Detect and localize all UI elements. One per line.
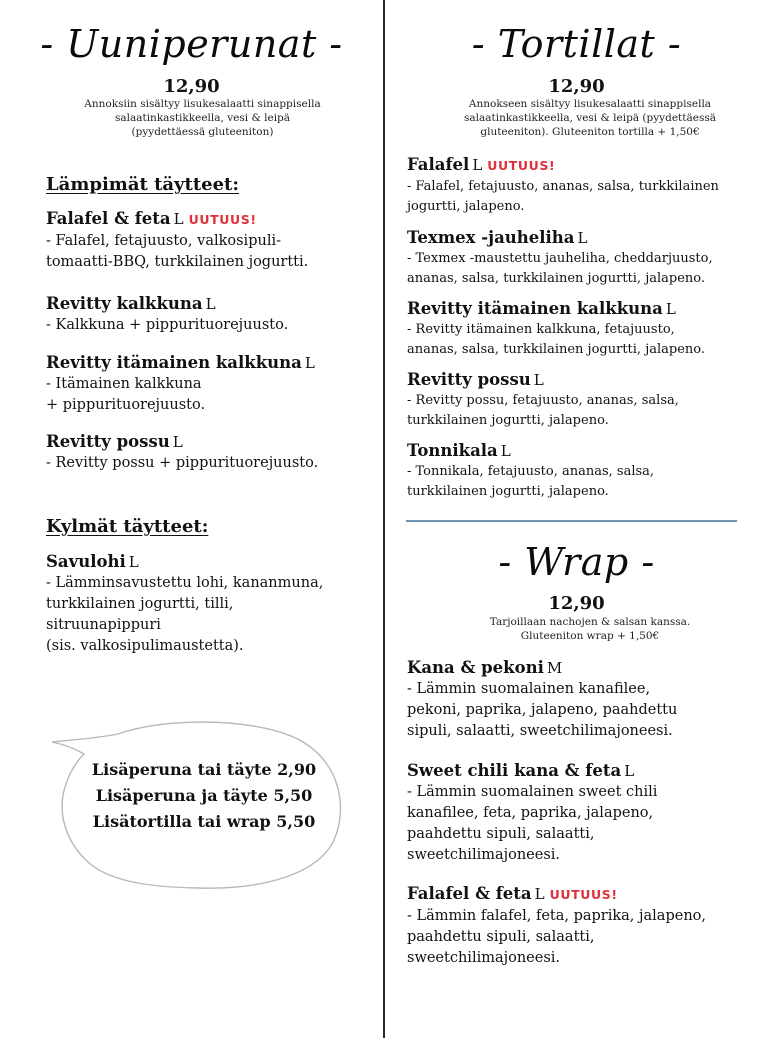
menu-item xyxy=(46,352,315,416)
item-description: - Tonnikala, fetajuusto, ananas, salsa, turkkilainen jogurtti, jalapeno. xyxy=(407,464,655,499)
extras-list xyxy=(84,757,324,835)
item-name: Tonnikala xyxy=(407,441,498,460)
item-name: Revitty possu xyxy=(46,432,170,451)
menu-item xyxy=(407,227,713,288)
diet-label: L xyxy=(534,885,545,903)
item-name: Falafel & feta xyxy=(46,209,171,228)
menu-item xyxy=(407,369,679,430)
menu-item xyxy=(407,760,657,866)
new-badge: UUTUUS! xyxy=(487,158,556,173)
diet-label: M xyxy=(546,659,563,677)
item-name: Revitty itämainen kalkkuna xyxy=(407,299,663,318)
menu-item xyxy=(407,883,706,969)
menu-item xyxy=(46,431,318,474)
item-description: - Texmex -maustettu jauheliha, cheddarjuusto, ananas, salsa, turkkilainen jogurtti, jalapeno. xyxy=(407,251,713,286)
item-description: - Lämmin falafel, feta, paprika, jalapeno, paahdettu sipuli, salaatti, sweetchilimajoneesi. xyxy=(407,908,706,966)
item-name: Revitty kalkkuna xyxy=(46,294,203,313)
item-name: Savulohi xyxy=(46,552,126,571)
item-name: Revitty possu xyxy=(407,370,531,389)
menu-item xyxy=(46,293,288,336)
menu-item xyxy=(407,154,719,216)
item-description: - Itämainen kalkkuna + pippurituorejuusto. xyxy=(46,376,206,413)
item-description: - Lämminsavustettu lohi, kananmuna, turkkilainen jogurtti, tilli, sitruunapippuri (sis. valkosipulimaustetta). xyxy=(46,575,324,654)
uuniperunat-title: - Uuniperunat - xyxy=(40,22,343,66)
item-description: - Falafel, fetajuusto, valkosipuli- tomaatti-BBQ, turkkilainen jogurtti. xyxy=(46,233,309,270)
diet-label: L xyxy=(624,762,635,780)
warm-fillings-heading: Lämpimät täytteet: xyxy=(46,174,240,195)
item-description: - Falafel, fetajuusto, ananas, salsa, turkkilainen jogurtti, jalapeno. xyxy=(407,179,719,214)
menu-item xyxy=(46,208,308,273)
diet-label: L xyxy=(472,156,483,174)
diet-label: L xyxy=(665,300,676,318)
item-description: - Lämmin suomalainen sweet chili kanafilee, feta, paprika, jalapeno, paahdettu sipuli, salaatti, sweetchilimajoneesi. xyxy=(407,784,658,863)
menu-item xyxy=(407,298,705,359)
uuniperunat-column xyxy=(0,0,383,1038)
menu-item xyxy=(407,440,654,501)
new-badge: UUTUUS! xyxy=(549,887,618,902)
tortillat-note: Annokseen sisältyy lisukesalaatti sinappisella salaatinkastikkeella, vesi & leipä (pyydettäessä gluteeniton). Gluteeniton tortilla + 1,50€ xyxy=(464,98,716,138)
wrap-note: Tarjoillaan nachojen & salsan kanssa. Gluteeniton wrap + 1,50€ xyxy=(489,616,691,642)
diet-label: L xyxy=(173,210,184,228)
cold-fillings-heading: Kylmät täytteet: xyxy=(46,516,209,537)
tortillat-wrap-column xyxy=(385,0,768,1038)
diet-label: L xyxy=(304,354,315,372)
menu-item xyxy=(407,657,677,742)
item-name: Texmex -jauheliha xyxy=(407,228,575,247)
diet-label: L xyxy=(128,553,139,571)
item-description: - Lämmin suomalainen kanafilee, pekoni, paprika, jalapeno, paahdettu sipuli, salaatti, sweetchilimajoneesi. xyxy=(407,681,678,739)
item-description: - Revitty possu, fetajuusto, ananas, salsa, turkkilainen jogurtti, jalapeno. xyxy=(407,393,679,428)
item-name: Kana & pekoni xyxy=(407,658,544,677)
item-name: Revitty itämainen kalkkuna xyxy=(46,353,302,372)
tortillat-price: 12,90 xyxy=(548,76,605,97)
extra-line: Lisäperuna ja täyte 5,50 xyxy=(95,786,313,805)
wrap-price: 12,90 xyxy=(548,593,605,614)
diet-label: L xyxy=(172,433,183,451)
wrap-title: - Wrap - xyxy=(498,540,655,584)
uuniperunat-price: 12,90 xyxy=(163,76,220,97)
menu-item xyxy=(46,551,323,657)
diet-label: L xyxy=(577,229,588,247)
item-name: Sweet chili kana & feta xyxy=(407,761,622,780)
item-description: - Kalkkuna + pippurituorejuusto. xyxy=(46,317,289,333)
diet-label: L xyxy=(205,295,216,313)
item-description: - Revitty possu + pippurituorejuusto. xyxy=(46,455,319,471)
new-badge: UUTUUS! xyxy=(188,212,257,227)
diet-label: L xyxy=(533,371,544,389)
tortillat-title: - Tortillat - xyxy=(471,22,682,66)
uuniperunat-note: Annoksiin sisältyy lisukesalaatti sinappisella salaatinkastikkeella, vesi & leipä (pyydettäessä gluteeniton) xyxy=(84,98,321,138)
extra-line: Lisätortilla tai wrap 5,50 xyxy=(92,812,316,831)
extra-line: Lisäperuna tai täyte 2,90 xyxy=(91,760,317,779)
item-name: Falafel & feta xyxy=(407,884,532,903)
diet-label: L xyxy=(500,442,511,460)
item-name: Falafel xyxy=(407,155,470,174)
item-description: - Revitty itämainen kalkkuna, fetajuusto, ananas, salsa, turkkilainen jogurtti, jalapeno. xyxy=(407,322,706,357)
